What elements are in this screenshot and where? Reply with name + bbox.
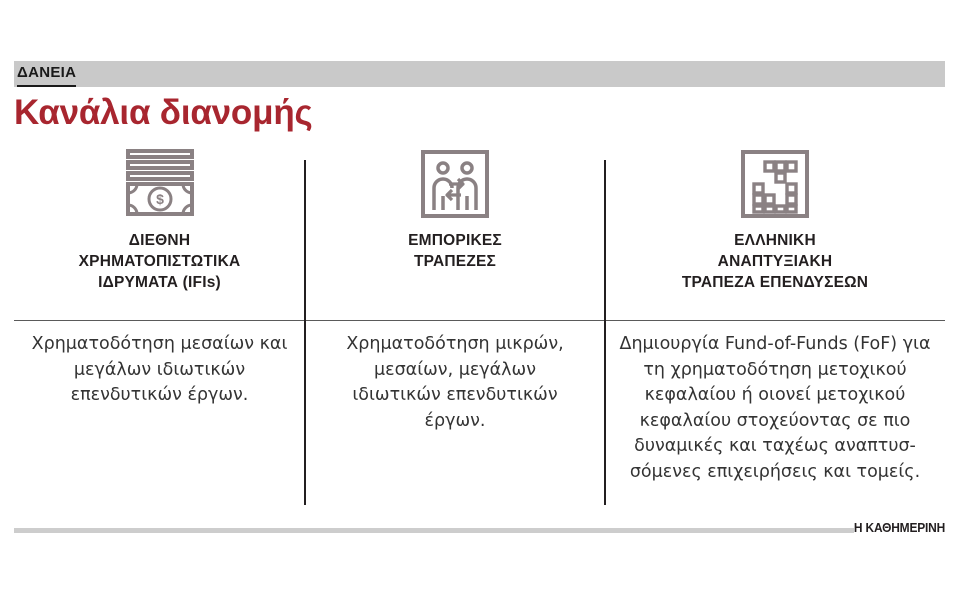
column-title [305, 230, 605, 272]
page-title: Κανάλια διανομής [14, 93, 313, 132]
column-description: Χρηματοδότηση μικρών, μεσαίων, μεγάλων ιδιωτικών επενδυτικών έργων. [346, 334, 564, 431]
publisher-brand: Η ΚΑΘΗΜΕΡΙΝΗ [853, 520, 945, 535]
column-title-line: ΤΡΑΠΕΖΑ ΕΠΕΝΔΥΣΕΩΝ [681, 274, 869, 291]
kicker-label: ΔΑΝΕΙΑ [17, 62, 76, 87]
footer-rule [14, 528, 854, 533]
column-title-line: ΑΝΑΠΤΥΞΙΑΚΗ [717, 253, 833, 270]
column-title [14, 230, 305, 293]
column-hellenic-development-bank [605, 140, 945, 510]
column-description: Χρηματοδότηση μεσαίων και μεγάλων ιδιωτικών επενδυτικών έργων. [31, 334, 288, 405]
column-title-line: ΧΡΗΜΑΤΟΠΙΣΤΩΤΙΚΑ [78, 253, 241, 270]
column-commercial-banks [305, 140, 605, 510]
column-title-line: ΔΙΕΘΝΗ [128, 232, 191, 249]
building-blocks-icon [605, 146, 945, 222]
column-title-line: ΤΡΑΠΕΖΕΣ [413, 253, 497, 270]
kicker-band [14, 61, 945, 87]
column-title-line: ΕΜΠΟΡΙΚΕΣ [408, 232, 502, 249]
svg-text:$: $ [155, 191, 164, 207]
column-title [605, 230, 945, 293]
handshake-exchange-icon [305, 146, 605, 222]
column-title-line: ΙΔΡΥΜΑΤΑ (IFIs) [98, 274, 221, 291]
column-international-financial-institutions [14, 140, 305, 510]
column-description: Δημιουργία Fund-of-Funds (FoF) για τη χρηματοδότηση μετοχικού κεφαλαίου ή οιονεί μετοχικού κεφαλαίου στοχεύοντας σε πιο δυναμικές και ταχέως αναπτυσ-σόμενες επιχειρήσεις και τομείς. [619, 334, 931, 482]
column-title-line: ΕΛΛΗΝΙΚΗ [734, 232, 816, 249]
columns-grid [14, 140, 945, 510]
banknotes-icon [14, 146, 305, 222]
